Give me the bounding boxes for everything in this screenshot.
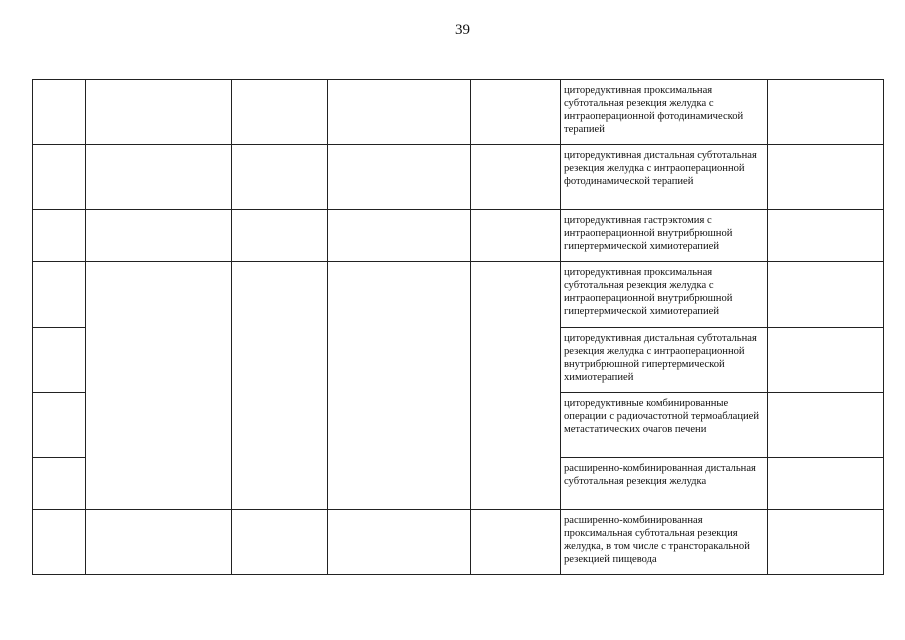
procedure-cell: циторедуктивная гастрэктомия с интраоперационной внутрибрюшной гипертермической химиотерапией <box>561 210 768 262</box>
table-cell <box>232 210 328 262</box>
table-cell <box>86 210 232 262</box>
table-cell <box>33 145 86 210</box>
table-cell <box>328 145 471 210</box>
table-cell <box>768 328 884 393</box>
table-cell <box>86 510 232 575</box>
procedure-cell: циторедуктивная дистальная субтотальная резекция желудка с интраоперационной внутрибрюшной гипертермической химиотерапией <box>561 328 768 393</box>
table-cell <box>768 458 884 510</box>
table-cell <box>471 80 561 145</box>
table-cell <box>328 210 471 262</box>
table-cell <box>768 510 884 575</box>
procedure-table <box>32 79 884 575</box>
procedure-cell: циторедуктивная дистальная субтотальная резекция желудка с интраоперационной фотодинамической терапией <box>561 145 768 210</box>
table-cell <box>232 145 328 210</box>
table-cell <box>768 210 884 262</box>
table-cell <box>86 80 232 145</box>
table-cell <box>232 80 328 145</box>
table-cell-merged <box>328 262 471 510</box>
table-cell <box>33 262 86 328</box>
table-cell <box>33 458 86 510</box>
procedure-cell: расширенно-комбинированная проксимальная субтотальная резекция желудка, в том числе с трансторакальной резекцией пищевода <box>561 510 768 575</box>
table-cell <box>33 328 86 393</box>
table-row <box>33 210 884 262</box>
procedure-cell: расширенно-комбинированная дистальная субтотальная резекция желудка <box>561 458 768 510</box>
procedure-cell: циторедуктивная проксимальная субтотальная резекция желудка с интраоперационной фотодинамической терапией <box>561 80 768 145</box>
table-cell <box>471 145 561 210</box>
procedure-cell: циторедуктивная проксимальная субтотальная резекция желудка с интраоперационной внутрибрюшной гипертермической химиотерапией <box>561 262 768 328</box>
table-cell <box>768 393 884 458</box>
table-cell-merged <box>232 262 328 510</box>
table-cell <box>768 80 884 145</box>
table-cell <box>33 510 86 575</box>
table-cell <box>86 145 232 210</box>
table-cell <box>33 80 86 145</box>
table-row <box>33 262 884 328</box>
table-cell-merged <box>86 262 232 510</box>
page-number: 39 <box>455 22 470 38</box>
procedure-cell: циторедуктивные комбинированные операции с радиочастотной термоаблацией метастатических очагов печени <box>561 393 768 458</box>
table-cell <box>33 393 86 458</box>
table-cell <box>328 510 471 575</box>
table-cell-merged <box>471 262 561 510</box>
table-cell <box>768 145 884 210</box>
table-cell <box>471 510 561 575</box>
table-row <box>33 80 884 145</box>
table-row <box>33 510 884 575</box>
table-cell <box>471 210 561 262</box>
table-cell <box>328 80 471 145</box>
table-row <box>33 145 884 210</box>
table-cell <box>232 510 328 575</box>
table-cell <box>768 262 884 328</box>
table-cell <box>33 210 86 262</box>
